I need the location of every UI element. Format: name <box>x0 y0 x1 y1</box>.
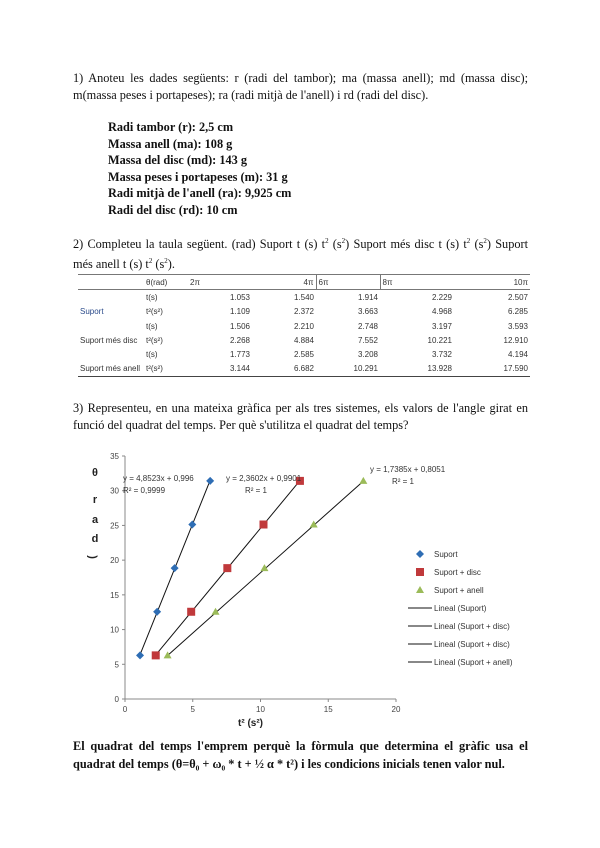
x-tick-label: 0 <box>122 705 128 714</box>
given-item: Radi mitjà de l'anell (ra): 9,925 cm <box>108 186 292 200</box>
header-cell: 10π <box>454 275 530 290</box>
y-axis-label-char: θ <box>92 467 98 479</box>
legend-label: Lineal (Suport + disc) <box>434 640 510 649</box>
suport-point <box>188 521 196 529</box>
question-1: 1) Anoteu les dades següents: r (radi del tambor); ma (massa anell); md (massa disc); m(massa peses i portapeses); ra (radi mitjà de l'anell) i rd (radi del disc). <box>73 71 528 102</box>
header-cell: 4π <box>252 275 316 290</box>
suport-point <box>153 608 161 616</box>
x-tick-label: 20 <box>391 705 401 714</box>
suport-disc-point <box>187 608 195 616</box>
given-item: Massa del disc (md): 143 g <box>108 153 248 167</box>
suport-point <box>206 477 214 485</box>
data-table <box>78 274 530 377</box>
y-tick-label: 5 <box>114 660 119 670</box>
x-tick-label: 5 <box>190 705 195 714</box>
suport-disc-point <box>223 564 231 572</box>
y-axis-label-char: d <box>91 533 99 545</box>
y-tick-label: 15 <box>110 590 119 600</box>
legend-marker-suport-disc <box>416 568 424 576</box>
table-row: Suport t²(s²) 1.109 2.372 3.663 4.968 6.285 <box>80 307 528 317</box>
suport-disc-point <box>259 521 267 529</box>
suport-disc-point <box>152 651 160 659</box>
given-item: Radi tambor (r): 2,5 cm <box>108 120 234 134</box>
given-item: Massa peses i portapeses (m): 31 g <box>108 169 288 184</box>
suport-point <box>136 651 144 659</box>
regression-equation: y = 1,7385x + 0,8051 <box>370 465 446 474</box>
legend-label: Lineal (Suport + disc) <box>434 622 510 631</box>
table-row: t(s) 1.506 2.210 2.748 3.197 3.593 <box>146 321 528 331</box>
answer-text: El quadrat del temps l'emprem perquè la fòrmula que determina el gràfic usa el quadrat del temps (θ=θ₀ + ω₀ * t + ½ α * t²) i les condicions inicials tenen valor nul. <box>73 739 528 771</box>
y-axis-label-char: a <box>91 514 99 526</box>
table-row: Suport més anell t²(s²) 3.144 6.682 10.291 13.928 17.590 <box>78 362 530 377</box>
table-header-row <box>78 275 530 290</box>
y-axis-label-char: ( <box>86 555 98 559</box>
suport-anell-point <box>212 608 220 615</box>
legend-marker-suport <box>416 550 424 558</box>
regression-equation: y = 4,8523x + 0,996 <box>123 474 194 483</box>
legend-label: Lineal (Suport) <box>434 604 487 613</box>
y-tick-label: 0 <box>114 695 119 704</box>
y-tick-label: 25 <box>110 521 119 531</box>
y-axis-label-char: r <box>92 494 98 506</box>
regression-equation: y = 2,3602x + 0,9901 <box>226 474 302 483</box>
suport-point <box>171 564 179 572</box>
header-cell: θ(rad) <box>144 275 188 290</box>
y-tick-label: 20 <box>110 556 119 566</box>
given-item: Radi del disc (rd): 10 cm <box>108 202 238 217</box>
suport-anell-point <box>359 477 367 484</box>
legend-label: Suport + disc <box>434 568 481 577</box>
header-cell: 8π <box>380 275 454 290</box>
table-row: t(s) 1.053 1.540 1.914 2.229 2.507 <box>146 292 528 302</box>
suport-anell-point <box>260 564 268 571</box>
y-tick-label: 10 <box>110 625 119 635</box>
legend-label: Suport <box>434 550 458 559</box>
table-row: t(s) 1.773 2.585 3.208 3.732 4.194 <box>146 350 528 360</box>
question-2: 2) Completeu la taula següent. (rad) Suport t (s) $t^2$ $(s^2)$ Suport més disc t (s) $t^2$ $(s^2)$ Suport més anell t (s) $t^2$ $(s^2)$. <box>73 237 529 272</box>
r-squared: R² = 0,9999 <box>123 486 166 495</box>
x-tick-label: 10 <box>256 705 265 714</box>
y-tick-label: 30 <box>110 486 119 496</box>
given-data-list <box>108 119 291 218</box>
angle-vs-time-squared-chart <box>0 443 600 743</box>
r-squared: R² = 1 <box>392 477 415 486</box>
header-cell: 6π <box>316 275 380 290</box>
legend-marker-suport-anell <box>416 586 424 593</box>
x-axis-label: t² (s²) <box>238 718 263 729</box>
x-tick-label: 15 <box>323 705 333 714</box>
legend-label: Lineal (Suport + anell) <box>434 658 513 667</box>
r-squared: R² = 1 <box>245 486 268 495</box>
header-cell: 2π <box>188 275 252 290</box>
table-row: Suport més disc t²(s²) 2.268 4.884 7.552 10.221 12.910 <box>80 335 528 345</box>
question-3: 3) Representeu, en una mateixa gràfica per als tres sistemes, els valors de l'angle girat en funció del quadrat del temps. Per què s'utilitza el quadrat del temps? <box>73 401 528 432</box>
given-item: Massa anell (ma): 108 g <box>108 136 233 151</box>
suport-anell-point <box>310 521 318 528</box>
y-tick-label: 35 <box>110 452 119 461</box>
legend-label: Suport + anell <box>434 586 484 595</box>
